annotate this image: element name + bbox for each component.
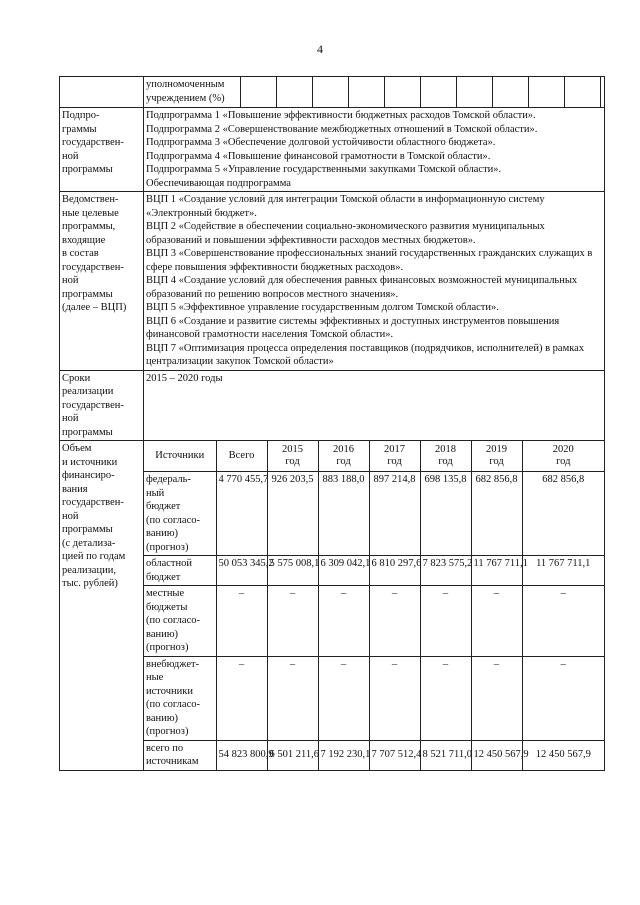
source-name: областной бюджет — [144, 556, 216, 586]
year-value: 698 135,8 — [420, 472, 471, 556]
header-year: 2015 год — [267, 441, 318, 472]
year-value: 6 501 211,6 — [267, 740, 318, 770]
indicator-row-continued — [60, 77, 605, 108]
year-value: – — [267, 656, 318, 740]
year-value: – — [420, 586, 471, 657]
year-value: 682 856,8 — [522, 472, 604, 556]
year-value: – — [471, 586, 522, 657]
header-year: 2018 год — [420, 441, 471, 472]
year-value: 5 575 008,1 — [267, 556, 318, 586]
vcp-item: ВЦП 7 «Оптимизация процесса определения поставщиков (подрядчиков, исполнителей) в рамках централизации закупок Томской области» — [146, 342, 585, 367]
vcp-item: ВЦП 3 «Совершенствование профессиональных знаний государственных гражданских служащих в сфере повышения эффективности бюджетных расходов». — [146, 248, 593, 273]
terms-value: 2015 – 2020 годы — [144, 370, 605, 441]
year-value: 7 707 512,4 — [369, 740, 420, 770]
year-value: – — [369, 656, 420, 740]
source-name: федераль- ный бюджет (по согласо- ванию) (прогноз) — [144, 472, 216, 556]
subprograms-row — [60, 108, 605, 192]
year-value: – — [318, 586, 369, 657]
year-value: 12 450 567,9 — [522, 740, 604, 770]
year-value: 11 767 711,1 — [471, 556, 522, 586]
subprograms-label: Подпро- граммы государствен- ной программы — [60, 108, 144, 192]
year-value: – — [369, 586, 420, 657]
year-value: – — [267, 586, 318, 657]
header-year: 2017 год — [369, 441, 420, 472]
year-value: 682 856,8 — [471, 472, 522, 556]
financing-total-row — [144, 740, 604, 770]
financing-header-row — [144, 441, 604, 472]
year-value: – — [522, 586, 604, 657]
header-year: 2019 год — [471, 441, 522, 472]
year-value: – — [522, 656, 604, 740]
total-value: – — [216, 656, 267, 740]
subprogram-item: Подпрограмма 1 «Повышение эффективности бюджетных расходов Томской области». — [146, 110, 536, 121]
subprogram-item: Подпрограмма 4 «Повышение финансовой грамотности в Томской области». — [146, 150, 491, 162]
financing-label: Объем и источники финансиро- вания государствен- ной программы (с детализа- цией по годам реализации, тыс. рублей) — [60, 441, 144, 771]
source-name: всего по источникам — [144, 740, 216, 770]
year-value: 11 767 711,1 — [522, 556, 604, 586]
header-year: 2020 год — [522, 441, 604, 472]
year-value: 6 309 042,1 — [318, 556, 369, 586]
subprogram-item: Подпрограмма 3 «Обеспечение долговой устойчивости областного бюджета». — [146, 137, 496, 148]
financing-data-row — [144, 472, 604, 556]
financing-table — [144, 441, 604, 770]
indicator-unit-line2: учреждением (%) — [146, 92, 225, 104]
financing-data-row — [144, 656, 604, 740]
financing-data-row — [144, 586, 604, 657]
vcp-item: ВЦП 4 «Создание условий для обеспечения равных финансовых возможностей муниципальных образований по решению вопросов местного значения». — [146, 275, 578, 300]
vcp-list — [144, 192, 605, 371]
year-value: 883 188,0 — [318, 472, 369, 556]
financing-row — [60, 441, 605, 771]
total-value: 4 770 455,7 — [216, 472, 267, 556]
year-value: 12 450 567,9 — [471, 740, 522, 770]
vcp-label: Ведомствен- ные целевые программы, входящие в состав государствен- ной программы (далее – ВЦП) — [60, 192, 144, 371]
subprograms-list — [144, 108, 605, 192]
subprogram-item: Подпрограмма 2 «Совершенствование межбюджетных отношений в Томской области». — [146, 123, 538, 135]
year-value: 7 823 575,2 — [420, 556, 471, 586]
page-number: 4 — [317, 42, 323, 56]
year-value: 6 810 297,6 — [369, 556, 420, 586]
vcp-item: ВЦП 1 «Создание условий для интеграции Томской области в информационную систему «Электронный бюджет». — [146, 194, 545, 219]
terms-row — [60, 370, 605, 441]
indicator-unit-line1: уполномоченным — [146, 79, 225, 90]
terms-label: Сроки реализации государствен- ной программы — [60, 370, 144, 441]
vcp-item: ВЦП 2 «Содействие в обеспечении социально-экономического развития муниципальных образований и повышении эффективности расходов местных бюджетов». — [146, 221, 545, 246]
subprogram-item: Обеспечивающая подпрограмма — [146, 177, 291, 189]
year-value: 926 203,5 — [267, 472, 318, 556]
year-value: 7 192 230,1 — [318, 740, 369, 770]
year-value: 897 214,8 — [369, 472, 420, 556]
year-value: – — [420, 656, 471, 740]
header-total: Всего — [216, 441, 267, 472]
vcp-item: ВЦП 5 «Эффективное управление государственным долгом Томской области». — [146, 302, 499, 313]
subprogram-item: Подпрограмма 5 «Управление государственными закупками Томской области». — [146, 164, 502, 175]
financing-data-row — [144, 556, 604, 586]
total-value: – — [216, 586, 267, 657]
total-value: 54 823 800,9 — [216, 740, 267, 770]
vcp-row — [60, 192, 605, 371]
financing-cell — [144, 441, 605, 771]
vcp-item: ВЦП 6 «Создание и развитие системы эффективных и доступных инструментов повышения финансовой грамотности населения Томской области». — [146, 315, 560, 340]
source-name: внебюджет- ные источники (по согласо- ванию) (прогноз) — [144, 656, 216, 740]
header-year: 2016 год — [318, 441, 369, 472]
total-value: 50 053 345,2 — [216, 556, 267, 586]
program-passport-table — [59, 76, 605, 771]
year-value: 8 521 711,0 — [420, 740, 471, 770]
header-source: Источники — [144, 441, 216, 472]
year-value: – — [471, 656, 522, 740]
year-value: – — [318, 656, 369, 740]
source-name: местные бюджеты (по согласо- ванию) (прогноз) — [144, 586, 216, 657]
